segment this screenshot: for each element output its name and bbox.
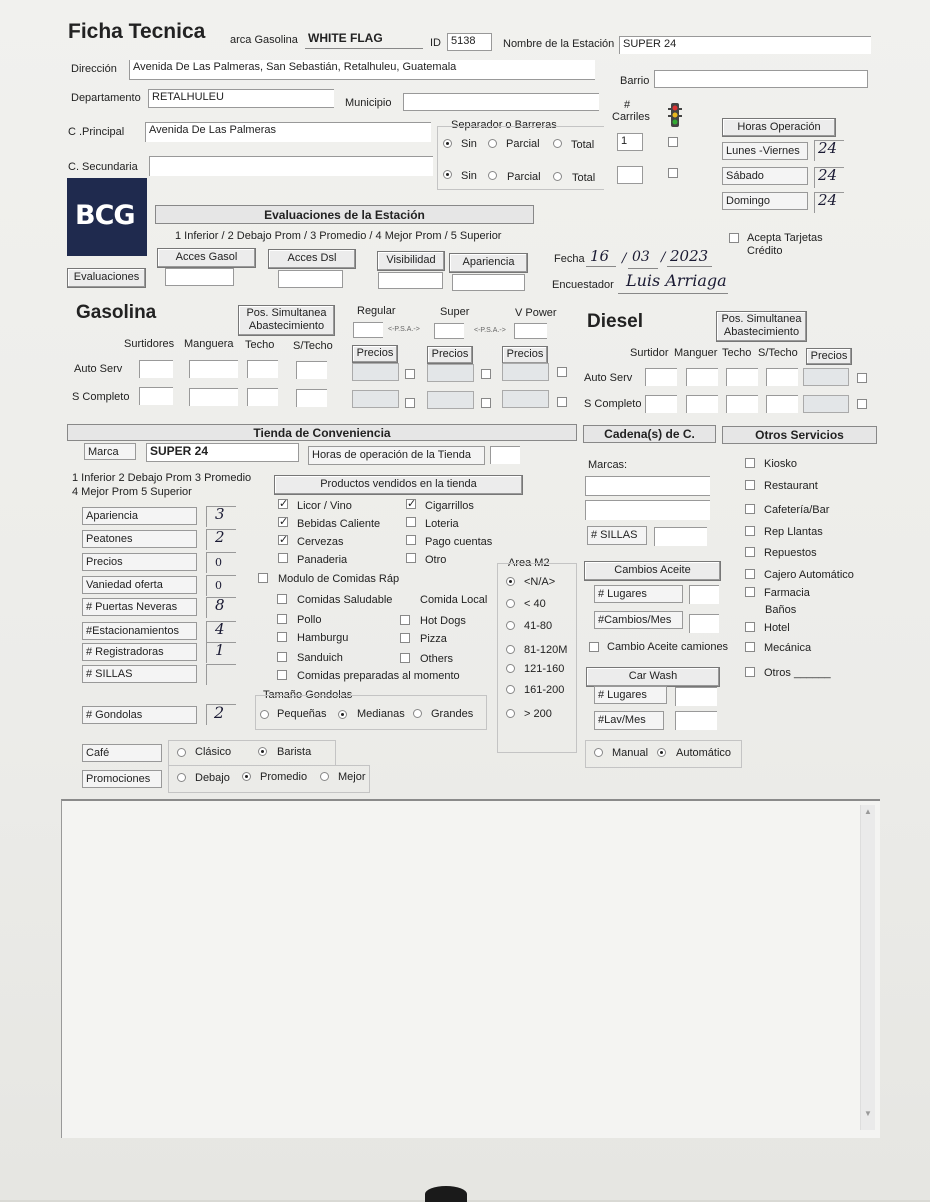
carriles-field-2[interactable]	[617, 166, 643, 184]
area-option-label: 41-80	[524, 620, 553, 632]
regular-field[interactable]	[353, 322, 383, 338]
otros-servicio-checkbox[interactable]	[745, 667, 755, 677]
separador-total-label-1: Total	[571, 139, 595, 151]
tamano-pequenas-label: Pequeñas	[277, 708, 327, 720]
fecha-day-line	[586, 266, 616, 267]
diesel-auto-surtidor[interactable]	[645, 368, 677, 386]
diesel-sc-precio[interactable]	[803, 395, 849, 413]
rating-field[interactable]	[206, 597, 236, 618]
bcg-logo-text: BCG	[75, 200, 135, 231]
producto-checkbox[interactable]	[406, 517, 416, 527]
otros-servicio-checkbox[interactable]	[745, 569, 755, 579]
gas-auto-precio-vpower[interactable]	[502, 363, 549, 381]
carwash-lugares-field[interactable]	[675, 687, 717, 706]
comidas-saludable-checkbox[interactable]	[277, 594, 287, 604]
scroll-up-icon[interactable]: ▲	[864, 807, 872, 816]
area-m2-label: Area M2	[508, 557, 550, 569]
barrio-field[interactable]	[654, 70, 868, 88]
promo-debajo-label: Debajo	[195, 772, 230, 784]
diesel-col-surtidor: Surtidor	[630, 347, 669, 359]
separador-parcial-label-2: Parcial	[507, 171, 541, 183]
otros-servicio-label: Kiosko	[764, 458, 798, 470]
diesel-col-techo: Techo	[722, 347, 752, 359]
area-option-label: <N/A>	[524, 576, 556, 588]
rating-label: #Estacionamientos	[82, 622, 197, 640]
marca-gasolina-label: arca Gasolina	[230, 34, 298, 46]
tamano-pequenas-radio[interactable]	[260, 710, 269, 719]
diesel-pos-simultanea-button[interactable]	[716, 311, 807, 342]
productos-vendidos-button[interactable]: Productos vendidos en la tienda	[274, 475, 523, 495]
diesel-sc-techo[interactable]	[726, 395, 758, 413]
cadena-marcas-label: Marcas:	[588, 459, 628, 471]
separador-sin-label-2: Sin	[461, 170, 477, 182]
food-label: Pollo	[297, 614, 322, 626]
promo-debajo-radio[interactable]	[177, 773, 186, 782]
vpower-label: V Power	[515, 307, 557, 319]
rating-label: # Registradoras	[82, 643, 197, 661]
encuestador-value: Luis Arriaga	[626, 271, 727, 290]
producto-checkbox[interactable]	[278, 553, 288, 563]
comments-scrollbar[interactable]	[860, 805, 875, 1130]
evaluation-scale: 1 Inferior / 2 Debajo Prom / 3 Promedio / 4 Mejor Prom / 5 Superior	[175, 230, 502, 242]
tienda-marca-label: Marca	[84, 443, 136, 460]
fecha-separator-2: /	[661, 250, 666, 265]
promociones-label: Promociones	[82, 770, 162, 788]
separador-total-radio-1[interactable]	[553, 139, 562, 148]
rating-field[interactable]	[206, 642, 236, 663]
comidas-preparadas-checkbox[interactable]	[277, 670, 287, 680]
gasolina-col-techo: Techo	[245, 339, 275, 351]
diesel-auto-manguer[interactable]	[686, 368, 718, 386]
apariencia-button[interactable]: Apariencia	[449, 253, 528, 273]
promo-promedio-label: Promedio	[260, 771, 308, 783]
aceite-lugares-field[interactable]	[689, 585, 719, 604]
producto-label: Otro	[425, 554, 447, 566]
lav-mes-field[interactable]	[675, 711, 717, 730]
aceite-lugares-label: # Lugares	[594, 585, 683, 603]
gas-sc-precio-vpower[interactable]	[502, 390, 549, 408]
domingo-field[interactable]	[814, 192, 844, 213]
rating-label: Vaniedad oferta	[82, 576, 197, 594]
food-checkbox[interactable]	[400, 615, 410, 625]
psa-label-1: <-P.S.A.->	[388, 326, 420, 333]
separador-parcial-radio-1[interactable]	[488, 139, 497, 148]
diesel-sc-check[interactable]	[857, 399, 867, 409]
encuestador-label: Encuestador	[552, 279, 614, 291]
fecha-year-value: 2023	[670, 247, 709, 265]
gas-auto-precio-super[interactable]	[427, 364, 474, 382]
otros-servicio-label: Cajero Automático	[764, 569, 854, 581]
gas-sc-surtidores[interactable]	[139, 387, 173, 405]
acces-gasol-field[interactable]	[165, 268, 234, 286]
area-m2-group	[497, 563, 577, 753]
area-radio[interactable]	[506, 599, 515, 608]
gasolina-s-completo-label: S Completo	[72, 391, 130, 403]
acces-gasol-button[interactable]: Acces Gasol	[157, 248, 256, 268]
gas-auto-precio-regular[interactable]	[352, 363, 399, 381]
domingo-label: Domingo	[722, 192, 808, 210]
rating-label: Peatones	[82, 530, 197, 548]
rating-value: 3	[215, 505, 225, 523]
carriles-checkbox-2[interactable]	[668, 168, 678, 178]
otros-servicio-label: Cafetería/Bar	[764, 504, 830, 516]
regular-precios-button[interactable]: Precios	[352, 345, 398, 363]
producto-checkbox[interactable]: ✓	[279, 534, 289, 546]
sabado-label: Sábado	[722, 167, 808, 185]
cadena-sillas-label: # SILLAS	[587, 526, 647, 545]
area-option-label: > 200	[524, 708, 552, 720]
diesel-auto-check[interactable]	[857, 373, 867, 383]
horas-tienda-field[interactable]	[490, 446, 520, 464]
food-checkbox[interactable]	[277, 632, 287, 642]
traffic-light-icon	[667, 102, 683, 128]
producto-label: Pago cuentas	[425, 536, 493, 548]
credito-label: Crédito	[747, 245, 783, 257]
cambios-mes-label: #Cambios/Mes	[594, 611, 683, 629]
tienda-marca-field[interactable]: SUPER 24	[146, 443, 299, 462]
area-radio[interactable]	[506, 664, 515, 673]
municipio-label: Municipio	[345, 97, 392, 109]
gas-sc-techo[interactable]	[247, 388, 278, 406]
cafe-clasico-radio[interactable]	[177, 748, 186, 757]
food-checkbox[interactable]	[400, 653, 410, 663]
fecha-month-line	[628, 268, 658, 269]
cambio-camiones-checkbox[interactable]	[589, 642, 599, 652]
gas-sc-check-super[interactable]	[481, 398, 491, 408]
separador-sin-label-1: Sin	[461, 138, 477, 150]
cafe-clasico-label: Clásico	[195, 746, 232, 758]
horas-tienda-label: Horas de operación de la Tienda	[308, 446, 485, 465]
tamano-medianas-radio[interactable]	[338, 710, 347, 719]
c-principal-field[interactable]: Avenida De Las Palmeras	[145, 122, 431, 142]
modulo-comidas-checkbox[interactable]	[258, 573, 268, 583]
rating-value: 2	[215, 528, 225, 546]
rating-field[interactable]	[206, 575, 236, 596]
apariencia-field[interactable]	[452, 274, 525, 291]
vpower-field[interactable]	[514, 323, 547, 339]
gondolas-field[interactable]	[206, 704, 236, 725]
lunes-viernes-label: Lunes -Viernes	[722, 142, 808, 160]
diesel-pos-simultanea-line1: Pos. Simultanea	[721, 313, 802, 325]
food-label: Hot Dogs	[420, 615, 466, 627]
gas-sc-check-vpower[interactable]	[557, 397, 567, 407]
diesel-auto-serv-label: Auto Serv	[584, 372, 633, 384]
rating-field[interactable]	[206, 664, 236, 685]
otros-servicios-header: Otros Servicios	[722, 426, 877, 444]
tamano-grandes-radio[interactable]	[413, 709, 422, 718]
otros-servicio-label: Farmacia	[764, 587, 810, 599]
evaluaciones-estacion-header: Evaluaciones de la Estación	[155, 205, 534, 224]
wash-automatico-radio[interactable]	[657, 748, 666, 757]
barrio-label: Barrio	[620, 75, 650, 87]
psa-label-2: <-P.S.A.->	[474, 327, 506, 334]
acces-dsl-field[interactable]	[278, 270, 343, 288]
area-radio[interactable]	[506, 645, 515, 654]
gas-sc-precio-regular[interactable]	[352, 390, 399, 408]
producto-checkbox[interactable]	[406, 535, 416, 545]
promo-promedio-radio[interactable]	[242, 772, 251, 781]
comments-textarea[interactable]	[61, 799, 880, 1138]
modulo-comidas-label: Modulo de Comidas Ráp	[278, 573, 400, 585]
separador-total-radio-2[interactable]	[553, 172, 562, 181]
bcg-logo	[67, 178, 147, 256]
evaluaciones-button[interactable]: Evaluaciones	[67, 268, 146, 288]
rating-value: 1	[215, 641, 225, 659]
gondolas-label: # Gondolas	[82, 706, 197, 724]
diesel-sc-stecho[interactable]	[766, 395, 798, 413]
gas-auto-surtidores[interactable]	[139, 360, 173, 378]
rating-field[interactable]	[206, 529, 236, 550]
food-checkbox[interactable]	[400, 633, 410, 643]
diesel-col-manguer: Manguer	[674, 347, 718, 359]
producto-label: Cigarrillos	[425, 500, 474, 512]
lunes-viernes-field[interactable]	[814, 140, 844, 161]
rating-value: 0	[215, 579, 222, 592]
tamano-grandes-label: Grandes	[431, 708, 474, 720]
tienda-scale-2: 4 Mejor Prom 5 Superior	[72, 486, 192, 498]
departamento-field[interactable]: RETALHULEU	[148, 89, 334, 108]
visibilidad-field[interactable]	[378, 272, 443, 289]
cambio-camiones-label: Cambio Aceite camiones	[607, 641, 729, 653]
producto-label: Loteria	[425, 518, 459, 530]
gas-auto-manguera[interactable]	[189, 360, 238, 378]
otros-servicio-checkbox[interactable]	[745, 547, 755, 557]
tamano-medianas-label: Medianas	[357, 708, 405, 720]
gas-auto-techo[interactable]	[247, 360, 278, 378]
separador-label: Separador o Barreras	[451, 119, 557, 131]
fecha-year-line	[667, 266, 712, 267]
rating-value: 4	[215, 620, 225, 638]
acces-dsl-button[interactable]: Acces Dsl	[268, 249, 356, 269]
wash-automatico-label: Automático	[676, 747, 732, 759]
separador-sin-radio-2[interactable]	[443, 170, 452, 179]
super-precios-button[interactable]: Precios	[427, 346, 473, 364]
direccion-label: Dirección	[71, 63, 117, 75]
gasolina-col-surtidores: Surtidores	[124, 338, 175, 350]
diesel-precios-button[interactable]: Precios	[806, 348, 852, 365]
super-field[interactable]	[434, 323, 464, 339]
otros-servicio-label: Baños	[765, 604, 797, 616]
horas-operacion-button[interactable]: Horas Operación	[722, 118, 836, 137]
tienda-conveniencia-header: Tienda de Conveniencia	[67, 424, 577, 441]
cafe-barista-radio[interactable]	[258, 747, 267, 756]
rating-value: 0	[215, 556, 222, 569]
comidas-saludable-label: Comidas Saludable	[297, 594, 393, 606]
otros-servicio-checkbox[interactable]	[745, 480, 755, 490]
comidas-preparadas-label: Comidas preparadas al momento	[297, 670, 460, 682]
food-label: Sanduich	[297, 652, 343, 664]
municipio-field[interactable]	[403, 93, 599, 111]
cadena-marca-field-1[interactable]	[585, 476, 710, 496]
otros-servicio-checkbox[interactable]	[745, 504, 755, 514]
c-secundaria-field[interactable]	[149, 156, 433, 176]
rating-label: # Puertas Neveras	[82, 598, 197, 616]
gas-sc-stecho[interactable]	[296, 389, 327, 407]
rating-field[interactable]	[206, 552, 236, 573]
otros-servicio-label: Hotel	[764, 622, 790, 634]
diesel-pos-simultanea-line2: Abastecimiento	[723, 326, 800, 338]
id-field[interactable]: 5138	[447, 33, 492, 51]
tamano-gondolas-label: Tamaño Gondolas	[263, 689, 353, 701]
c-secundaria-label: C. Secundaria	[68, 161, 138, 173]
page-title: Ficha Tecnica	[68, 20, 206, 43]
otros-servicio-checkbox[interactable]	[745, 587, 755, 597]
food-label: Others	[420, 653, 454, 665]
carriles-field-1[interactable]: 1	[617, 133, 643, 151]
food-label: Hamburgu	[297, 632, 349, 644]
cambios-mes-field[interactable]	[689, 614, 719, 633]
promo-mejor-label: Mejor	[338, 771, 366, 783]
cambios-aceite-button[interactable]: Cambios Aceite	[584, 561, 721, 581]
regular-label: Regular	[357, 305, 396, 317]
area-option-label: 161-200	[524, 684, 565, 696]
cadena-marca-field-2[interactable]	[585, 500, 710, 520]
comida-local-label: Comida Local	[420, 594, 488, 606]
rating-label: Precios	[82, 553, 197, 571]
fecha-day-value: 16	[590, 247, 610, 265]
tienda-scale-1: 1 Inferior 2 Debajo Prom 3 Promedio	[72, 472, 252, 484]
otros-servicio-label: Otros ______	[764, 667, 831, 679]
super-label: Super	[440, 306, 470, 318]
rating-label: # SILLAS	[82, 665, 197, 683]
diesel-auto-techo[interactable]	[726, 368, 758, 386]
wash-manual-label: Manual	[612, 747, 649, 759]
diesel-s-completo-label: S Completo	[584, 398, 642, 410]
area-radio[interactable]	[506, 577, 515, 586]
cadena-header: Cadena(s) de C.	[583, 425, 716, 443]
diesel-title: Diesel	[587, 311, 643, 332]
car-wash-button[interactable]: Car Wash	[586, 667, 720, 687]
carriles-checkbox-1[interactable]	[668, 137, 678, 147]
gasolina-auto-serv-label: Auto Serv	[74, 363, 123, 375]
acepta-tarjetas-checkbox[interactable]	[729, 233, 739, 243]
id-label: ID	[430, 37, 441, 49]
departamento-label: Departamento	[71, 92, 141, 104]
producto-checkbox[interactable]: ✓	[407, 498, 417, 510]
separador-sin-radio-1[interactable]	[443, 139, 452, 148]
separador-parcial-label-1: Parcial	[506, 138, 540, 150]
fecha-month-value: 03	[632, 249, 650, 265]
food-checkbox[interactable]	[277, 652, 287, 662]
lunes-viernes-value: 24	[818, 139, 838, 157]
sabado-value: 24	[818, 166, 838, 184]
cafe-label: Café	[82, 744, 162, 762]
fecha-label: Fecha	[554, 253, 585, 265]
diesel-sc-surtidor[interactable]	[645, 395, 677, 413]
producto-label: Panaderia	[297, 554, 348, 566]
carriles-label: Carriles	[612, 111, 650, 123]
separador-parcial-radio-2[interactable]	[488, 171, 497, 180]
carriles-hash: #	[624, 99, 631, 111]
producto-checkbox[interactable]: ✓	[279, 516, 289, 528]
otros-servicio-label: Repuestos	[764, 547, 817, 559]
producto-label: Cervezas	[297, 536, 344, 548]
lav-mes-label: #Lav/Mes	[594, 711, 664, 730]
gasolina-col-stecho: S/Techo	[293, 340, 333, 352]
food-checkbox[interactable]	[277, 614, 287, 624]
gas-auto-check-regular[interactable]	[405, 369, 415, 379]
gas-sc-check-regular[interactable]	[405, 398, 415, 408]
otros-servicio-label: Rep Llantas	[764, 526, 823, 538]
acepta-tarjetas-label: Acepta Tarjetas	[747, 232, 823, 244]
rating-field[interactable]	[206, 621, 236, 642]
area-radio[interactable]	[506, 621, 515, 630]
area-radio[interactable]	[506, 685, 515, 694]
sabado-field[interactable]	[814, 167, 844, 188]
marca-gasolina-field[interactable]: WHITE FLAG	[305, 31, 423, 49]
diesel-col-stecho: S/Techo	[758, 347, 798, 359]
gasolina-pos-simultanea-button[interactable]	[238, 305, 335, 336]
otros-servicio-checkbox[interactable]	[745, 642, 755, 652]
rating-value: 8	[215, 596, 225, 614]
area-option-label: 121-160	[524, 663, 565, 675]
area-option-label: 81-120M	[524, 644, 568, 656]
nombre-estacion-field[interactable]: SUPER 24	[619, 36, 871, 54]
producto-checkbox[interactable]	[406, 553, 416, 563]
diesel-auto-precio[interactable]	[803, 368, 849, 386]
wash-manual-radio[interactable]	[594, 748, 603, 757]
separador-total-label-2: Total	[572, 172, 596, 184]
cadena-sillas-field[interactable]	[654, 527, 707, 546]
gondolas-value: 2	[214, 703, 225, 722]
gas-auto-check-super[interactable]	[481, 369, 491, 379]
gasolina-title: Gasolina	[76, 302, 157, 323]
visibilidad-button[interactable]: Visibilidad	[377, 251, 445, 271]
direccion-field[interactable]: Avenida De Las Palmeras, San Sebastián, Retalhuleu, Guatemala	[129, 60, 595, 80]
otros-servicio-label: Mecánica	[764, 642, 812, 654]
otros-servicio-checkbox[interactable]	[745, 622, 755, 632]
scroll-down-icon[interactable]: ▼	[864, 1109, 872, 1118]
gas-auto-check-vpower[interactable]	[557, 367, 567, 377]
cafe-barista-label: Barista	[277, 746, 312, 758]
producto-label: Licor / Vino	[297, 500, 352, 512]
diesel-auto-stecho[interactable]	[766, 368, 798, 386]
carwash-lugares-label: # Lugares	[594, 686, 667, 704]
diesel-sc-manguer[interactable]	[686, 395, 718, 413]
otros-servicio-checkbox[interactable]	[745, 458, 755, 468]
producto-checkbox[interactable]: ✓	[279, 498, 289, 510]
fecha-separator-1: /	[622, 251, 627, 266]
encuestador-line	[618, 293, 728, 294]
otros-servicio-label: Restaurant	[764, 480, 818, 492]
rating-label: Apariencia	[82, 507, 197, 525]
domingo-value: 24	[818, 191, 838, 209]
gasolina-col-manguera: Manguera	[184, 338, 234, 350]
otros-servicio-checkbox[interactable]	[745, 526, 755, 536]
food-label: Pizza	[420, 633, 447, 645]
c-principal-label: C .Principal	[68, 126, 125, 138]
gas-sc-precio-super[interactable]	[427, 391, 474, 409]
gasolina-pos-simultanea-line2: Abastecimiento	[248, 320, 325, 332]
promo-mejor-radio[interactable]	[320, 772, 329, 781]
area-option-label: < 40	[524, 598, 546, 610]
nombre-estacion-label: Nombre de la Estación	[503, 38, 615, 50]
vpower-precios-button[interactable]: Precios	[502, 346, 548, 364]
area-radio[interactable]	[506, 709, 515, 718]
gasolina-pos-simultanea-line1: Pos. Simultanea	[246, 307, 327, 319]
producto-label: Bebidas Caliente	[297, 518, 381, 530]
gas-auto-stecho[interactable]	[296, 361, 327, 379]
rating-field[interactable]	[206, 506, 236, 527]
gas-sc-manguera[interactable]	[189, 388, 238, 406]
